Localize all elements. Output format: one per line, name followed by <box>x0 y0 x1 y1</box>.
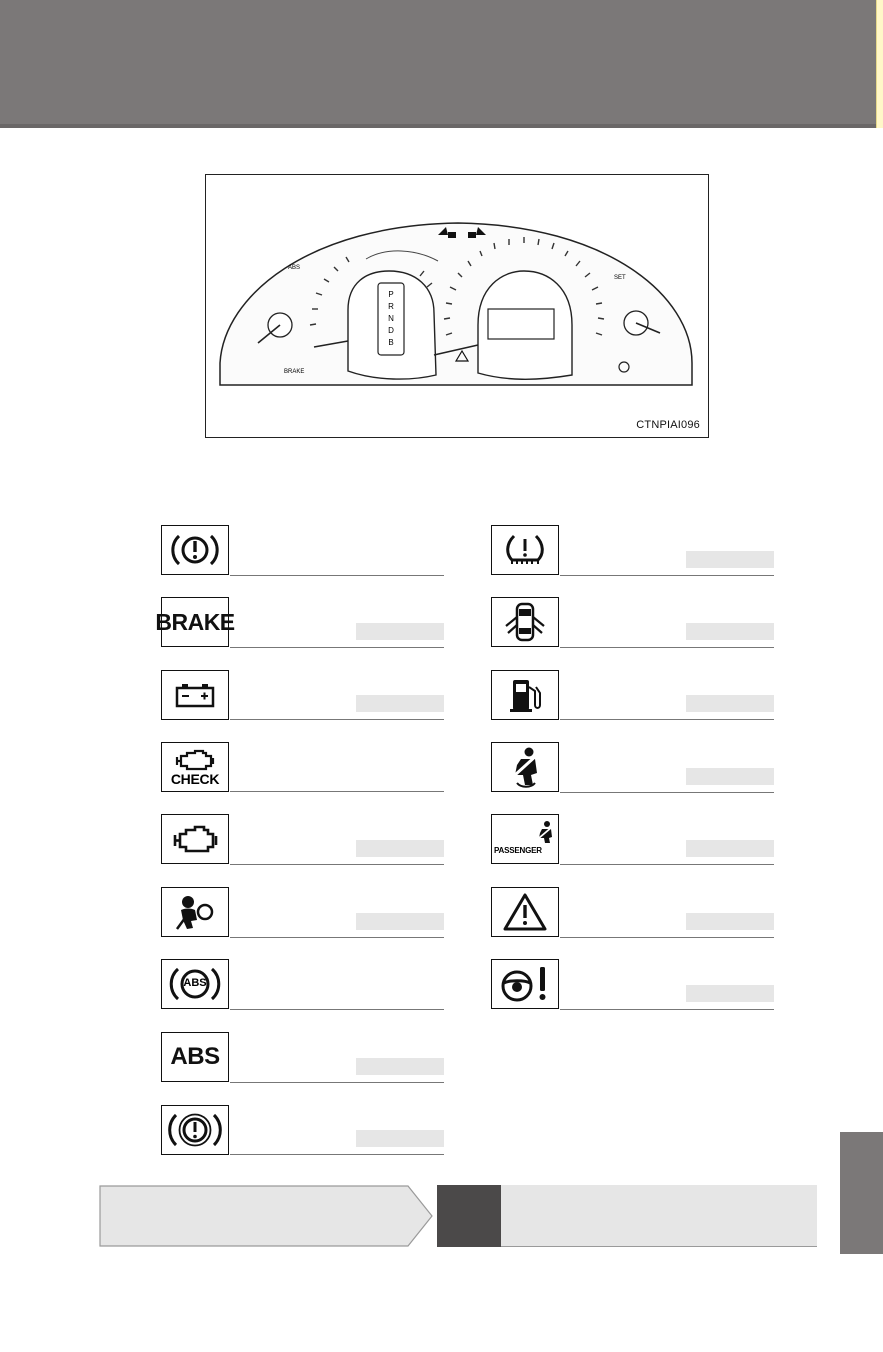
door-open-icon <box>491 597 559 647</box>
indicator-tag-box <box>686 840 774 857</box>
side-thumb-tab <box>840 1132 883 1254</box>
cluster-brake-label: BRAKE <box>284 369 305 375</box>
figure-code: CTNPIAI096 <box>636 419 700 431</box>
airbag-icon <box>161 887 229 937</box>
indicator-rule <box>230 791 444 792</box>
cluster-set-label: SET <box>614 275 626 281</box>
indicator-rule <box>560 575 774 576</box>
parking-brake-icon <box>161 1105 229 1155</box>
indicator-tag-box <box>356 695 444 712</box>
indicator-tag-box <box>356 1058 444 1075</box>
passenger-text: PASSENGER <box>494 846 542 855</box>
header-edge-strip <box>876 0 883 128</box>
indicator-rule <box>230 864 444 865</box>
chapter-number-box <box>437 1185 501 1247</box>
indicator-rule <box>560 792 774 793</box>
gear-letter: P <box>388 290 394 299</box>
indicator-rule <box>230 1009 444 1010</box>
master-warning-icon <box>491 887 559 937</box>
gear-letter: N <box>388 314 394 323</box>
battery-icon <box>161 670 229 720</box>
instrument-cluster-figure <box>205 174 709 438</box>
indicator-rule <box>230 1154 444 1155</box>
check-text: CHECK <box>170 771 220 787</box>
indicator-tag-box <box>356 840 444 857</box>
tire-pressure-icon <box>491 525 559 575</box>
gear-letter: B <box>388 338 394 347</box>
indicator-rule <box>560 719 774 720</box>
engine-icon <box>161 814 229 864</box>
header-shadow <box>0 124 876 128</box>
brake-text-icon <box>155 597 235 647</box>
indicator-tag-box <box>686 551 774 568</box>
indicator-rule <box>230 647 444 648</box>
instrument-cluster-drawing <box>206 175 710 439</box>
indicator-rule <box>230 1082 444 1083</box>
abs-circle-icon <box>161 959 229 1009</box>
fuel-icon <box>491 670 559 720</box>
gear-letter: R <box>388 302 394 311</box>
cluster-abs-label: ABS <box>288 265 301 271</box>
check-engine-icon <box>161 742 229 792</box>
indicator-rule <box>230 575 444 576</box>
abs-text: ABS <box>170 1043 220 1070</box>
passenger-seatbelt-icon <box>491 814 559 864</box>
section-tab <box>99 1185 434 1247</box>
indicator-rule <box>560 864 774 865</box>
abs-text-icon <box>161 1032 229 1082</box>
indicator-tag-box <box>686 985 774 1002</box>
indicator-tag-box <box>686 623 774 640</box>
indicator-tag-box <box>356 913 444 930</box>
indicator-tag-box <box>686 913 774 930</box>
indicator-rule <box>560 1009 774 1010</box>
indicator-rule <box>230 937 444 938</box>
indicator-rule <box>230 719 444 720</box>
steering-warning-icon <box>491 959 559 1009</box>
seatbelt-icon <box>491 742 559 792</box>
indicator-rule <box>560 647 774 648</box>
indicator-tag-box <box>356 623 444 640</box>
brake-warning-icon <box>161 525 229 575</box>
indicator-rule <box>560 937 774 938</box>
gear-letter: D <box>388 326 394 335</box>
brake-text: BRAKE <box>155 608 235 635</box>
indicator-tag-box <box>356 1130 444 1147</box>
indicator-tag-box <box>686 695 774 712</box>
indicator-tag-box <box>686 768 774 785</box>
abs-circle-text: ABS <box>183 977 207 989</box>
page-header-band <box>0 0 876 126</box>
